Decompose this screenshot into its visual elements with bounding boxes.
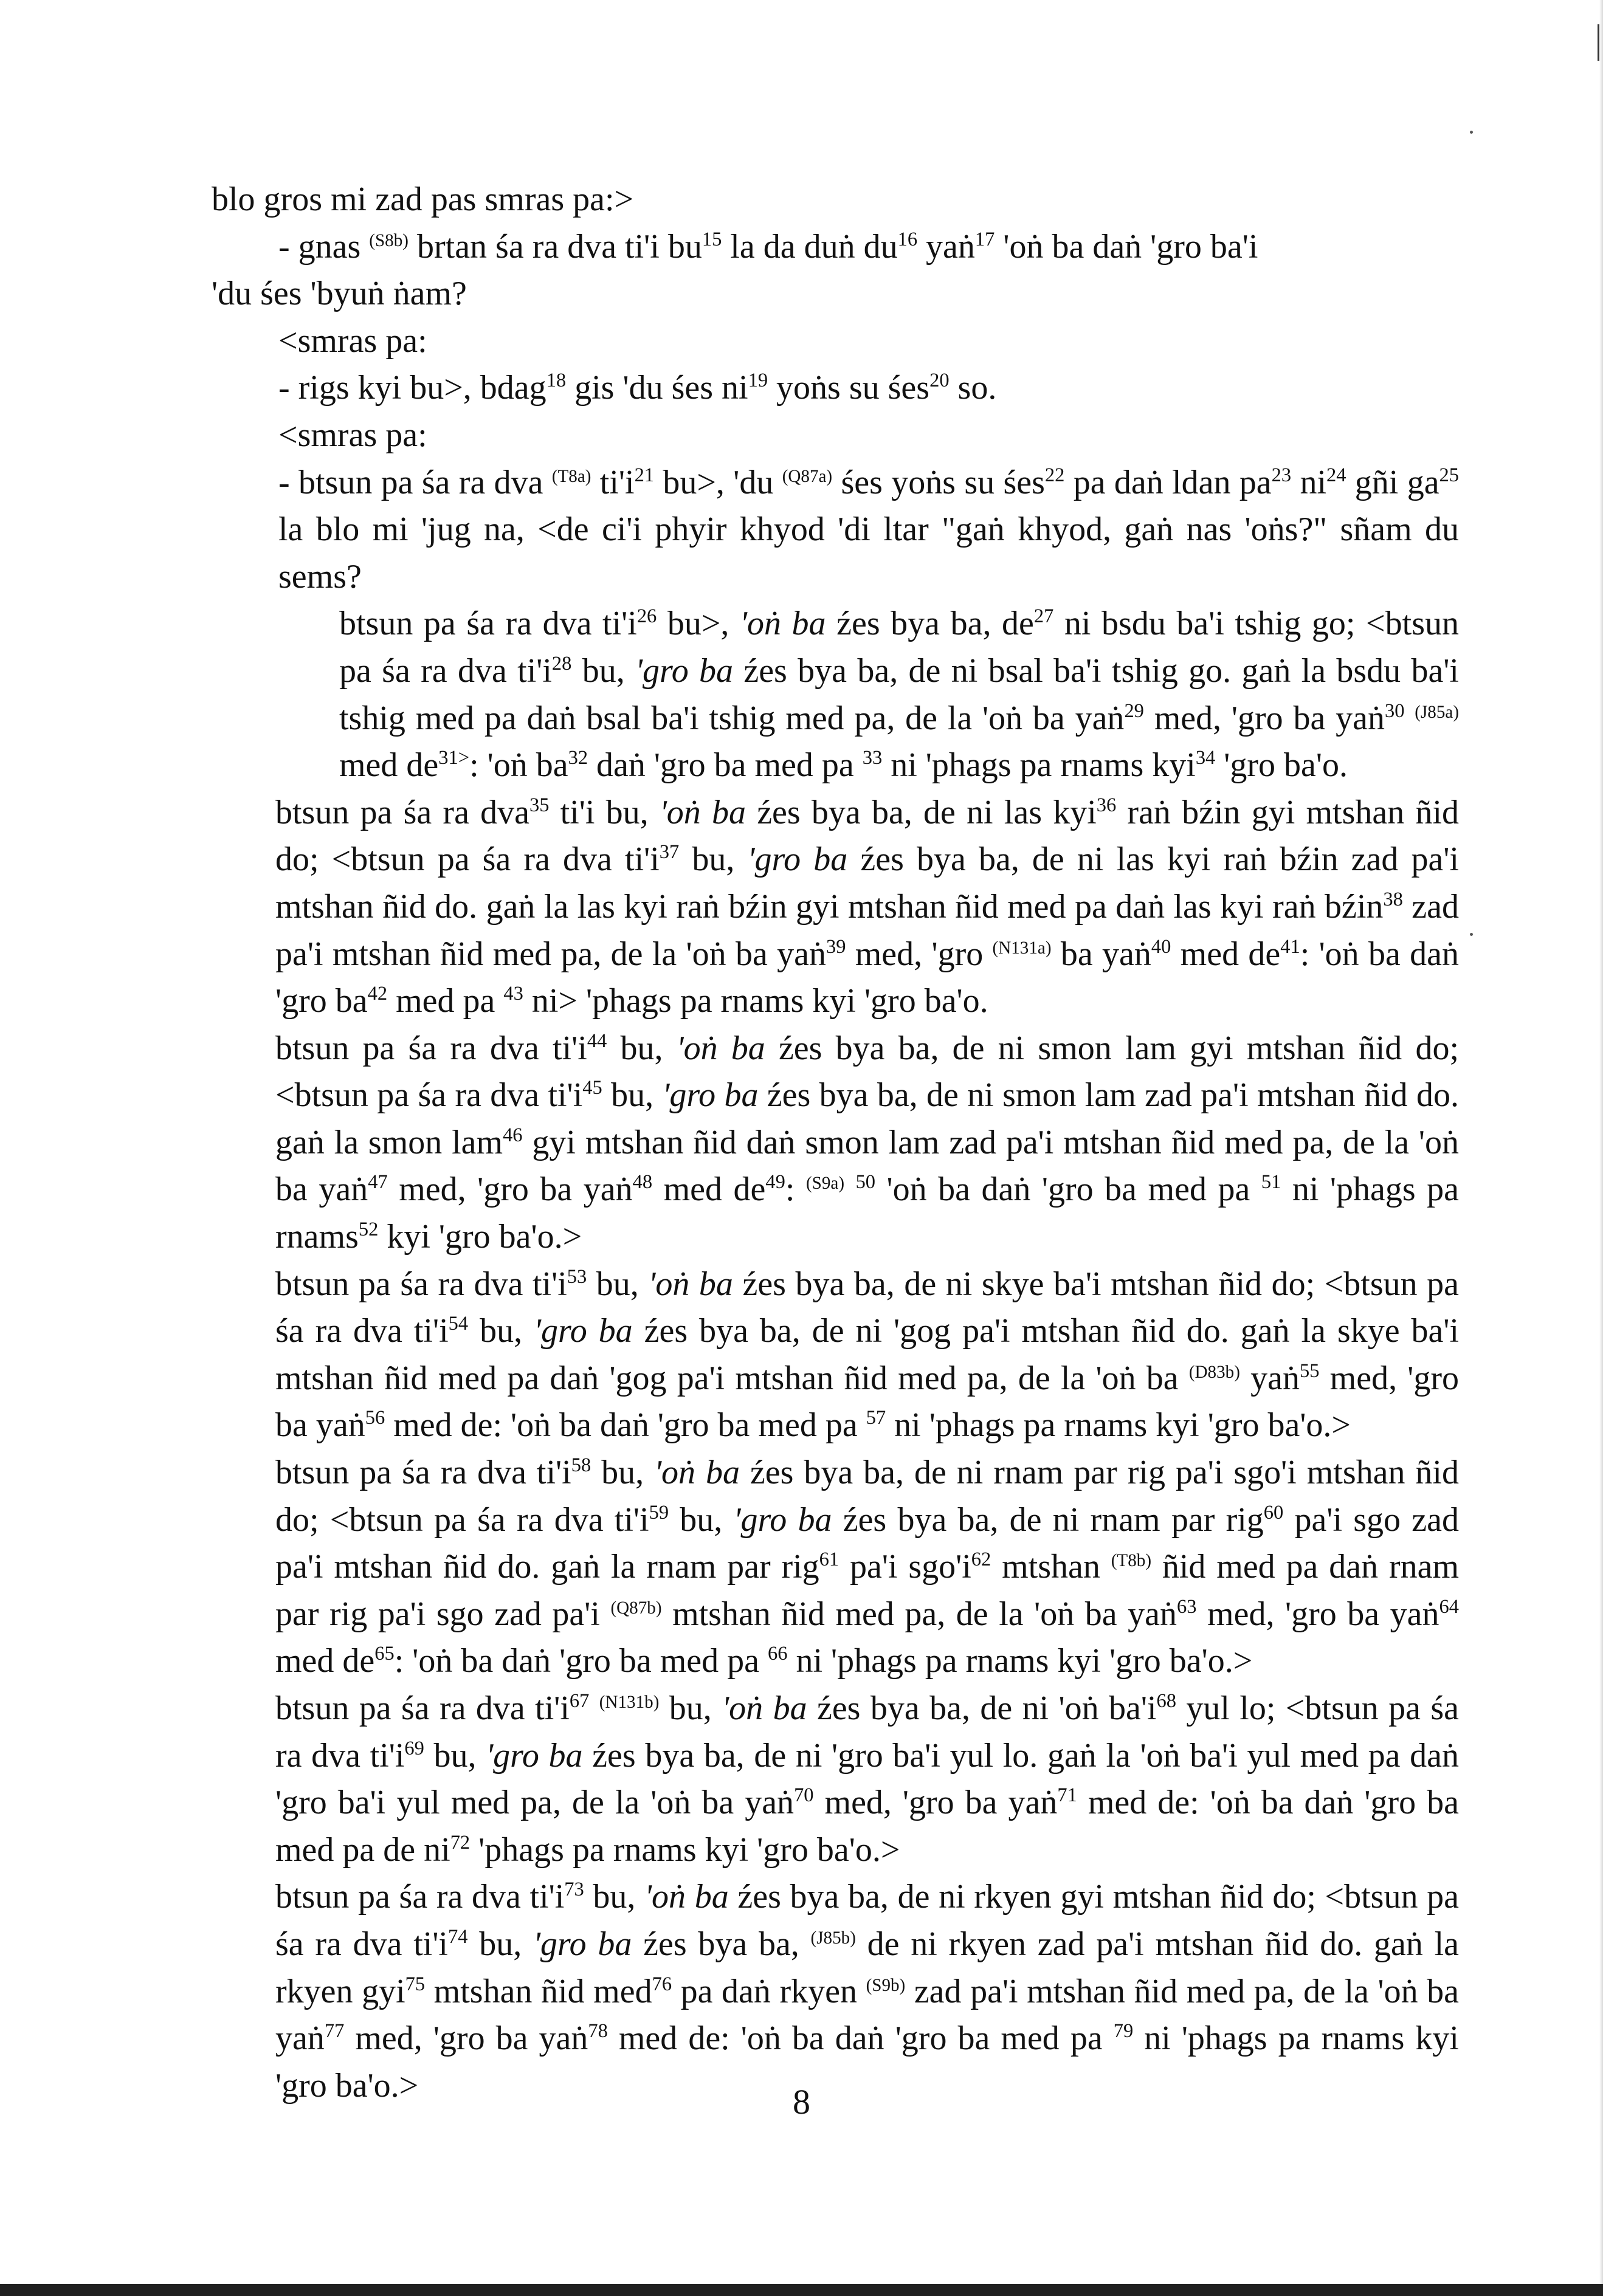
paragraph <box>212 789 1459 1025</box>
italic-term: 'gro ba <box>486 1736 583 1775</box>
footnote-ref: 58 <box>571 1454 591 1476</box>
text-run: bu, <box>602 1076 663 1115</box>
folio-siglum: (S9a) <box>805 1174 845 1194</box>
text-run: med, 'gro ba yaṅ <box>387 1170 633 1209</box>
paragraph <box>212 1685 1459 1874</box>
footnote-ref: 64 <box>1439 1595 1459 1618</box>
text-run: bu>, 'du <box>654 463 782 501</box>
text-run: ti'i <box>591 463 635 501</box>
italic-term: 'gro ba <box>533 1925 632 1963</box>
text-line: - gnas $^{(S8b)}$ brtan śa ra dva ti'i $bu^{15}$ la da duṅ $du^{16}$ yaṅ$^{17}$ 'oṅ ba daṅ 'gro ba'i <box>278 227 1258 266</box>
text-run: źes bya ba, de ni las kyi <box>746 793 1097 831</box>
footnote-ref: 79 <box>1113 2020 1134 2043</box>
text-run <box>1404 699 1415 737</box>
text-line: <smras pa: <box>278 321 427 360</box>
text-run: yul lo; <btsun pa śa ra dva ti'i <box>275 1689 1460 1775</box>
text-run: ni 'phags pa rnams kyi 'gro ba'o.> <box>886 1406 1351 1445</box>
text-run: ni 'phags pa rnams kyi 'gro ba'o.> <box>787 1642 1253 1680</box>
text-run <box>589 1689 599 1727</box>
footnote-ref: 73 <box>564 1878 584 1901</box>
text-run: źes bya ba, de ni rkyen gyi mtshan ñid do; <btsun pa śa ra dva ti'i <box>275 1878 1459 1963</box>
italic-term: 'gro ba <box>733 1500 832 1539</box>
text-run: bu>, <box>657 605 740 643</box>
folio-siglum: (N131a) <box>992 938 1052 958</box>
text-run: bu, <box>571 651 636 690</box>
footnote-ref: 60 <box>1263 1501 1284 1524</box>
text-run: zad pa'i mtshan ñid med pa, de la 'oṅ ba yaṅ <box>275 887 1459 973</box>
folio-siglum: (J85b) <box>810 1928 856 1948</box>
text-run: ñid med pa daṅ rnam par rig pa'i sgo zad pa'i <box>275 1548 1460 1633</box>
footnote-ref: 41 <box>1280 935 1300 958</box>
footnote-ref: 69 <box>404 1737 424 1759</box>
text-run: ni 'phags pa rnams <box>275 1170 1459 1256</box>
footnote-ref: 40 <box>1151 935 1171 958</box>
footnote-ref: 59 <box>649 1501 669 1524</box>
text-run: źes bya ba, de ni 'gog pa'i mtshan ñid do. gaṅ la skye ba'i mtshan ñid med pa daṅ 'gog pa'i mtshan ñid med pa, de la 'oṅ ba <box>275 1312 1460 1397</box>
text-line: blo gros mi zad pas smras pa:> <box>212 180 634 218</box>
footnote-ref: 51 <box>1261 1171 1281 1194</box>
text-run: bu, <box>607 1029 677 1067</box>
text-run: btsun pa śa ra dva ti'i <box>275 1689 570 1727</box>
italic-term: 'oṅ ba <box>722 1689 807 1727</box>
footnote-ref: 56 <box>365 1407 385 1429</box>
footnote-ref: 77 <box>324 2020 345 2043</box>
scan-edge-shadow <box>1599 0 1603 2296</box>
text-run: med de: 'oṅ ba daṅ 'gro ba med pa de ni <box>275 1784 1459 1869</box>
footnote-ref: 70 <box>794 1784 814 1807</box>
text-run: bu, <box>659 1689 722 1727</box>
footnote-ref: 61 <box>819 1548 839 1571</box>
text-run: : <box>785 1170 806 1209</box>
text-run: bu, <box>669 1500 734 1539</box>
text-run: bu, <box>679 840 748 879</box>
text-run: mtshan ñid med <box>425 1972 652 2010</box>
text-run: źes bya ba, de ni 'gro ba'i yul lo. gaṅ la 'oṅ ba'i yul med pa daṅ 'gro ba'i yul med pa, de la 'oṅ ba yaṅ <box>275 1736 1460 1822</box>
text-run: pa daṅ rkyen <box>672 1972 866 2010</box>
text-run: bu, <box>587 1265 649 1303</box>
paragraph <box>212 459 1459 601</box>
text-run: pa daṅ ldan pa <box>1064 463 1272 501</box>
text-run: med de <box>1171 935 1281 973</box>
text-run: ni bsdu ba'i tshig go; <btsun pa śa ra dva ti'i <box>339 605 1459 690</box>
text-run: 'gro ba'o. <box>1215 746 1348 785</box>
footnote-ref: 23 <box>1271 464 1292 486</box>
text-run: med, 'gro ba yaṅ <box>1196 1595 1439 1633</box>
text-run: btsun pa śa ra dva ti'i <box>275 1454 571 1492</box>
footnote-ref: 67 <box>569 1689 590 1712</box>
footnote-ref: 42 <box>367 982 388 1005</box>
footnote-ref: 39 <box>826 935 846 958</box>
footnote-ref: 50 <box>855 1171 876 1194</box>
text-run: raṅ bźin gyi mtshan ñid do; <btsun pa śa ra dva ti'i <box>275 793 1460 879</box>
text-run: la blo mi 'jug na, <de ci'i phyir khyod 'di ltar "gaṅ khyod, gaṅ nas 'oṅs?" sñam du sems? <box>278 510 1459 596</box>
text-run: med de <box>275 1642 375 1680</box>
text-run: pa'i sgo'i <box>839 1548 971 1586</box>
footnote-ref: 49 <box>765 1171 785 1194</box>
italic-term: 'oṅ ba <box>648 1265 733 1303</box>
text-run: źes bya ba, <box>632 1925 811 1963</box>
paragraph <box>212 1874 1459 2109</box>
text-run: btsun pa śa ra dva ti'i <box>339 605 637 643</box>
folio-siglum: (T8a) <box>551 466 591 486</box>
footnote-ref: 34 <box>1195 747 1216 769</box>
scan-dust <box>1470 131 1473 134</box>
text-run: źes bya ba, de ni rnam par rig pa'i sgo'i mtshan ñid do; <btsun pa śa ra dva ti'i <box>275 1454 1459 1539</box>
text-run: bu, <box>424 1736 486 1775</box>
footnote-ref: 57 <box>866 1407 886 1429</box>
text-run: de ni rkyen zad pa'i mtshan ñid do. gaṅ la rkyen gyi <box>275 1925 1459 2010</box>
text-run <box>844 1170 856 1208</box>
footnote-ref: 76 <box>652 1973 672 1995</box>
text-run: gñi ga <box>1346 463 1439 501</box>
footnote-ref: 35 <box>529 794 550 816</box>
text-line: 'du śes 'byuṅ ṅam? <box>212 275 467 313</box>
paragraph <box>212 1261 1459 1449</box>
text-run: med, 'gro ba yaṅ <box>344 2019 588 2058</box>
italic-term: 'gro ba <box>662 1076 759 1115</box>
text-run: med de: 'oṅ ba daṅ 'gro ba med pa <box>607 2019 1114 2058</box>
text-run: - btsun pa śa ra dva <box>278 463 552 501</box>
footnote-ref: 45 <box>582 1077 602 1099</box>
italic-term: 'oṅ ba <box>644 1878 729 1916</box>
footnote-ref: 25 <box>1439 464 1460 486</box>
footnote-ref: 68 <box>1156 1689 1176 1712</box>
footnote-ref: 75 <box>405 1973 426 1995</box>
text-run: śes yoṅs su śes <box>832 463 1045 501</box>
text-run: med, 'gro ba yaṅ <box>813 1784 1058 1822</box>
text-run: mtshan ñid med pa, de la 'oṅ ba yaṅ <box>661 1595 1177 1633</box>
text-run: źes bya ba, de ni skye ba'i mtshan ñid do; <btsun pa śa ra dva ti'i <box>275 1265 1460 1350</box>
text-run: gyi mtshan ñid daṅ smon lam zad pa'i mtshan ñid med pa, de la 'oṅ ba yaṅ <box>275 1123 1459 1209</box>
footnote-ref: 62 <box>971 1548 991 1571</box>
text-run: med pa <box>387 982 504 1020</box>
footnote-ref: 24 <box>1326 464 1346 486</box>
folio-siglum: (D83b) <box>1188 1362 1240 1382</box>
text-run: med, 'gro ba yaṅ <box>275 1359 1460 1445</box>
text-run: btsun pa śa ra dva <box>275 793 529 831</box>
footnote-ref: 36 <box>1096 794 1117 816</box>
paragraph <box>212 600 1459 789</box>
italic-term: 'oṅ ba <box>654 1454 740 1492</box>
text-run: źes bya ba, de ni rnam par rig <box>832 1500 1264 1539</box>
paragraph <box>212 1449 1459 1685</box>
footnote-ref: 74 <box>447 1925 468 1948</box>
footnote-ref: 21 <box>634 464 655 486</box>
text-run: ni <box>1291 463 1327 501</box>
text-run: źes bya ba, de <box>826 605 1034 643</box>
footnote-ref: 26 <box>636 605 657 628</box>
text-run: ba yaṅ <box>1051 935 1151 973</box>
text-run: kyi 'gro ba'o.> <box>378 1218 582 1256</box>
footnote-ref: 66 <box>767 1643 788 1665</box>
text-run: ti'i bu, <box>549 793 660 831</box>
folio-siglum: (J85a) <box>1415 702 1460 722</box>
text-run: 'phags pa rnams kyi 'gro ba'o.> <box>470 1830 900 1869</box>
folio-siglum: (S9b) <box>866 1975 906 1995</box>
scan-mark <box>1598 24 1599 61</box>
footnote-ref: 31> <box>438 747 470 769</box>
text-run: ni 'phags pa rnams kyi <box>882 746 1196 785</box>
footnote-ref: 55 <box>1299 1359 1320 1382</box>
text-run: źes bya ba, de ni las kyi raṅ bźin zad pa'i mtshan ñid do. gaṅ la las kyi raṅ bźin gyi mtshan ñid med pa daṅ las kyi raṅ bźin <box>275 840 1460 926</box>
text-run: źes bya ba, de ni smon lam gyi mtshan ñid do; <btsun pa śa ra dva ti'i <box>275 1029 1460 1115</box>
folio-siglum: (Q87b) <box>610 1598 662 1618</box>
text-run: ni 'phags pa rnams kyi 'gro ba'o.> <box>275 2019 1459 2105</box>
text-run: źes bya ba, de ni smon lam zad pa'i mtshan ñid do. gaṅ la smon lam <box>275 1076 1460 1161</box>
text-run: btsun pa śa ra dva ti'i <box>275 1029 587 1067</box>
text-run: ni> 'phags pa rnams kyi 'gro ba'o. <box>523 982 988 1020</box>
text-run: : 'oṅ ba <box>469 746 568 785</box>
folio-siglum: (Q87a) <box>782 466 833 486</box>
text-line: <smras pa: <box>278 416 427 454</box>
text-run: bu, <box>584 1878 645 1916</box>
text-run: mtshan <box>991 1548 1111 1586</box>
folio-siglum: (N131b) <box>599 1692 660 1712</box>
page-number: 8 <box>793 2082 810 2122</box>
italic-term: 'oṅ ba <box>659 793 746 831</box>
footnote-ref: 53 <box>567 1265 587 1288</box>
footnote-ref: 29 <box>1124 699 1144 722</box>
italic-term: 'gro ba <box>747 840 848 879</box>
document-body <box>212 176 1459 2109</box>
italic-term: 'oṅ ba <box>740 605 826 643</box>
footnote-ref: 37 <box>659 841 680 864</box>
text-run: med, 'gro <box>846 935 993 973</box>
italic-term: 'gro ba <box>635 651 734 690</box>
footnote-ref: 47 <box>368 1171 388 1194</box>
folio-siglum: (T8b) <box>1111 1551 1152 1570</box>
text-run: 'oṅ ba daṅ 'gro ba med pa <box>875 1170 1261 1209</box>
footnote-ref: 52 <box>358 1218 379 1240</box>
text-run: med, 'gro ba yaṅ <box>1143 699 1385 737</box>
footnote-ref: 63 <box>1177 1595 1197 1618</box>
text-run: źes bya ba, de ni 'oṅ ba'i <box>807 1689 1157 1727</box>
paragraph <box>212 1025 1459 1261</box>
italic-term: 'gro ba <box>534 1312 633 1350</box>
text-run: btsun pa śa ra dva ti'i <box>275 1878 565 1916</box>
footnote-ref: 22 <box>1044 464 1065 486</box>
footnote-ref: 30 <box>1384 699 1405 722</box>
text-run: med de <box>339 746 439 785</box>
footnote-ref: 28 <box>551 652 572 675</box>
text-run: bu, <box>468 1312 534 1350</box>
footnote-ref: 54 <box>448 1313 469 1335</box>
footnote-ref: 32 <box>568 747 588 769</box>
text-line: - rigs kyi bu>, bdag$^{18}$ gis 'du śes $ni^{19}$ yoṅs su śes$^{20}$ so. <box>278 369 997 407</box>
text-run: : 'oṅ ba daṅ 'gro ba <box>275 935 1460 1020</box>
text-run: btsun pa śa ra dva ti'i <box>275 1265 567 1303</box>
footnote-ref: 48 <box>632 1171 653 1194</box>
footnote-ref: 33 <box>862 747 883 769</box>
text-run: med de <box>652 1170 766 1209</box>
footnote-ref: 38 <box>1383 888 1403 910</box>
text-run: yaṅ <box>1239 1359 1300 1397</box>
footnote-ref: 78 <box>588 2020 608 2043</box>
text-run: bu, <box>591 1454 655 1492</box>
footnote-ref: 27 <box>1033 605 1054 628</box>
text-run: bu, <box>467 1925 533 1963</box>
text-run: zad pa'i mtshan ñid med pa, de la 'oṅ ba yaṅ <box>275 1972 1460 2058</box>
text-run: daṅ 'gro ba med pa <box>588 746 863 785</box>
text-run: med de: 'oṅ ba daṅ 'gro ba med pa <box>385 1406 866 1445</box>
scan-dust <box>1470 933 1473 936</box>
footnote-ref: 43 <box>503 982 523 1005</box>
scan-bottom-edge <box>0 2284 1603 2296</box>
footnote-ref: 46 <box>503 1124 523 1146</box>
footnote-ref: 71 <box>1057 1784 1077 1807</box>
italic-term: 'oṅ ba <box>676 1029 765 1067</box>
text-run: źes bya ba, de ni bsal ba'i tshig go. gaṅ la bsdu ba'i tshig med pa daṅ bsal ba'i tshig med pa, de la 'oṅ ba yaṅ <box>339 651 1459 737</box>
footnote-ref: 44 <box>587 1029 607 1052</box>
text-run: pa'i sgo zad pa'i mtshan ñid do. gaṅ la rnam par rig <box>275 1500 1459 1586</box>
footnote-ref: 72 <box>450 1831 471 1854</box>
footnote-ref: 65 <box>374 1643 395 1665</box>
text-run: : 'oṅ ba daṅ 'gro ba med pa <box>394 1642 768 1680</box>
